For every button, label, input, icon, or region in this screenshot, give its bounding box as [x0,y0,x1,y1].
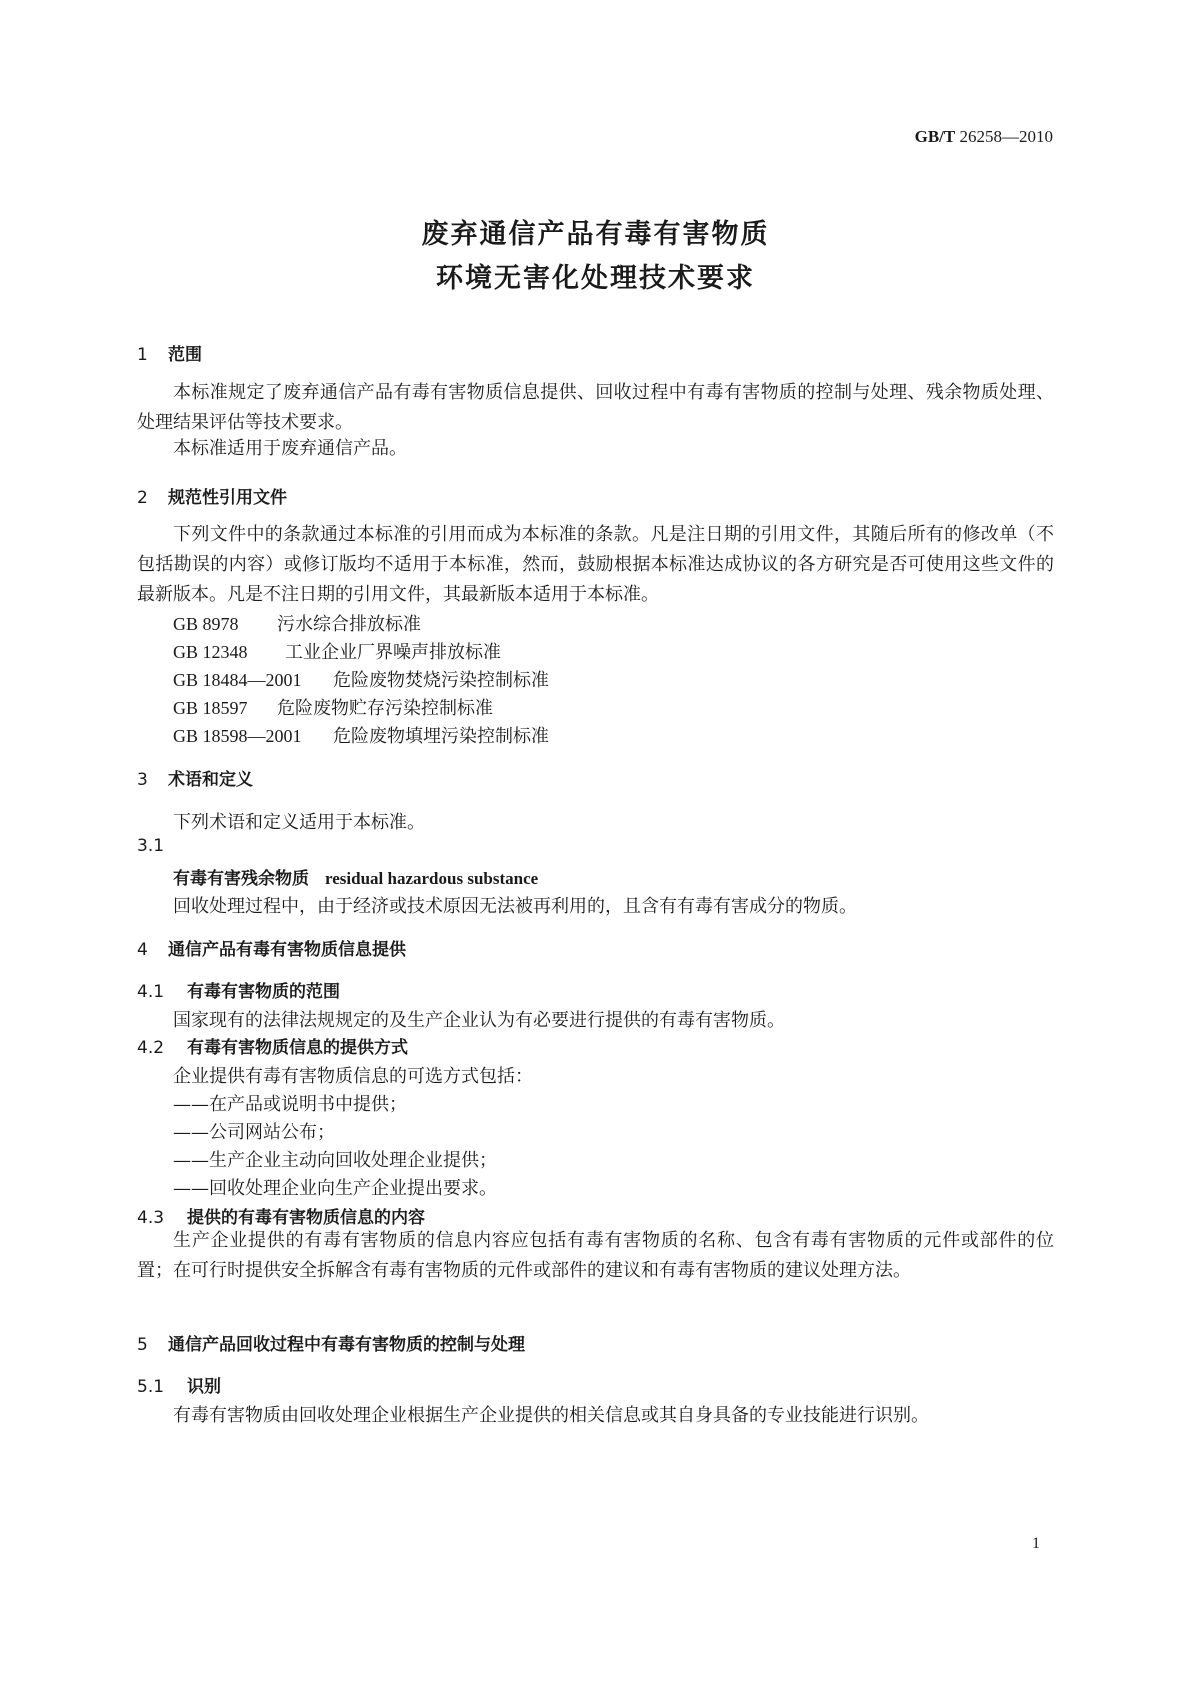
section-2-heading: 2 规范性引用文件 [137,488,287,508]
reference-item: GB 18484—2001 危险废物焚烧污染控制标准 [173,670,549,691]
section-1-paragraph-1: 本标准规定了废弃通信产品有毒有害物质信息提供、回收过程中有毒有害物质的控制与处理、残余物质处理、处理结果评估等技术要求。 [137,382,1054,433]
section-4-1-heading: 4.1 有毒有害物质的范围 [137,982,340,1002]
section-4-3-heading: 4.3 提供的有毒有害物质信息的内容 [137,1208,425,1228]
section-4-2-heading: 4.2 有毒有害物质信息的提供方式 [137,1038,408,1058]
list-item: ——公司网站公布； [173,1122,335,1143]
section-1-heading: 1 范围 [137,345,202,365]
document-title-line2: 环境无害化处理技术要求 [436,263,755,294]
document-title-line1: 废弃通信产品有毒有害物质 [421,219,770,250]
section-3-heading: 3 术语和定义 [137,770,253,790]
section-3-paragraph-1: 下列术语和定义适用于本标准。 [173,812,425,833]
reference-item: GB 18597 危险废物贮存污染控制标准 [173,698,493,719]
section-4-heading: 4 通信产品有毒有害物质信息提供 [137,940,406,960]
section-1-paragraph-2: 本标准适用于废弃通信产品。 [173,438,407,459]
term-definition: 回收处理过程中，由于经济或技术原因无法被再利用的，且含有有毒有害成分的物质。 [173,896,857,917]
section-4-1-paragraph: 国家现有的法律法规规定的及生产企业认为有必要进行提供的有毒有害物质。 [173,1010,785,1031]
section-2-paragraph-1: 下列文件中的条款通过本标准的引用而成为本标准的条款。凡是注日期的引用文件，其随后所有的修改单（不包括勘误的内容）或修订版均不适用于本标准，然而，鼓励根据本标准达成协议的各方研究是否可使用这些文件的最新版本。凡是不注日期的引用文件，其最新版本适用于本标准。 [137,524,1054,605]
section-5-1-heading: 5.1 识别 [137,1377,221,1397]
page-number: 1 [1032,1535,1040,1552]
reference-item: GB 8978 污水综合排放标准 [173,614,421,635]
reference-item: GB 18598—2001 危险废物填埋污染控制标准 [173,726,549,747]
section-4-2-paragraph: 企业提供有毒有害物质信息的可选方式包括： [173,1066,533,1087]
section-5-1-paragraph: 有毒有害物质由回收处理企业根据生产企业提供的相关信息或其自身具备的专业技能进行识别。 [173,1405,929,1426]
section-4-3-paragraph: 生产企业提供的有毒有害物质的信息内容应包括有毒有害物质的名称、包含有毒有害物质的元件或部件的位置；在可行时提供安全拆解含有毒有害物质的元件或部件的建议和有毒有害物质的建议处理方法。 [137,1230,1054,1281]
standard-number: GB/T 26258—2010 [914,127,1053,146]
section-5-heading: 5 通信产品回收过程中有毒有害物质的控制与处理 [137,1335,525,1355]
list-item: ——生产企业主动向回收处理企业提供； [173,1150,497,1171]
term-entry: 有毒有害残余物质 residual hazardous substance [173,869,539,889]
list-item: ——回收处理企业向生产企业提出要求。 [173,1178,497,1199]
reference-item: GB 12348 工业企业厂界噪声排放标准 [173,642,501,663]
term-number: 3.1 [137,836,165,856]
list-item: ——在产品或说明书中提供； [173,1094,407,1115]
